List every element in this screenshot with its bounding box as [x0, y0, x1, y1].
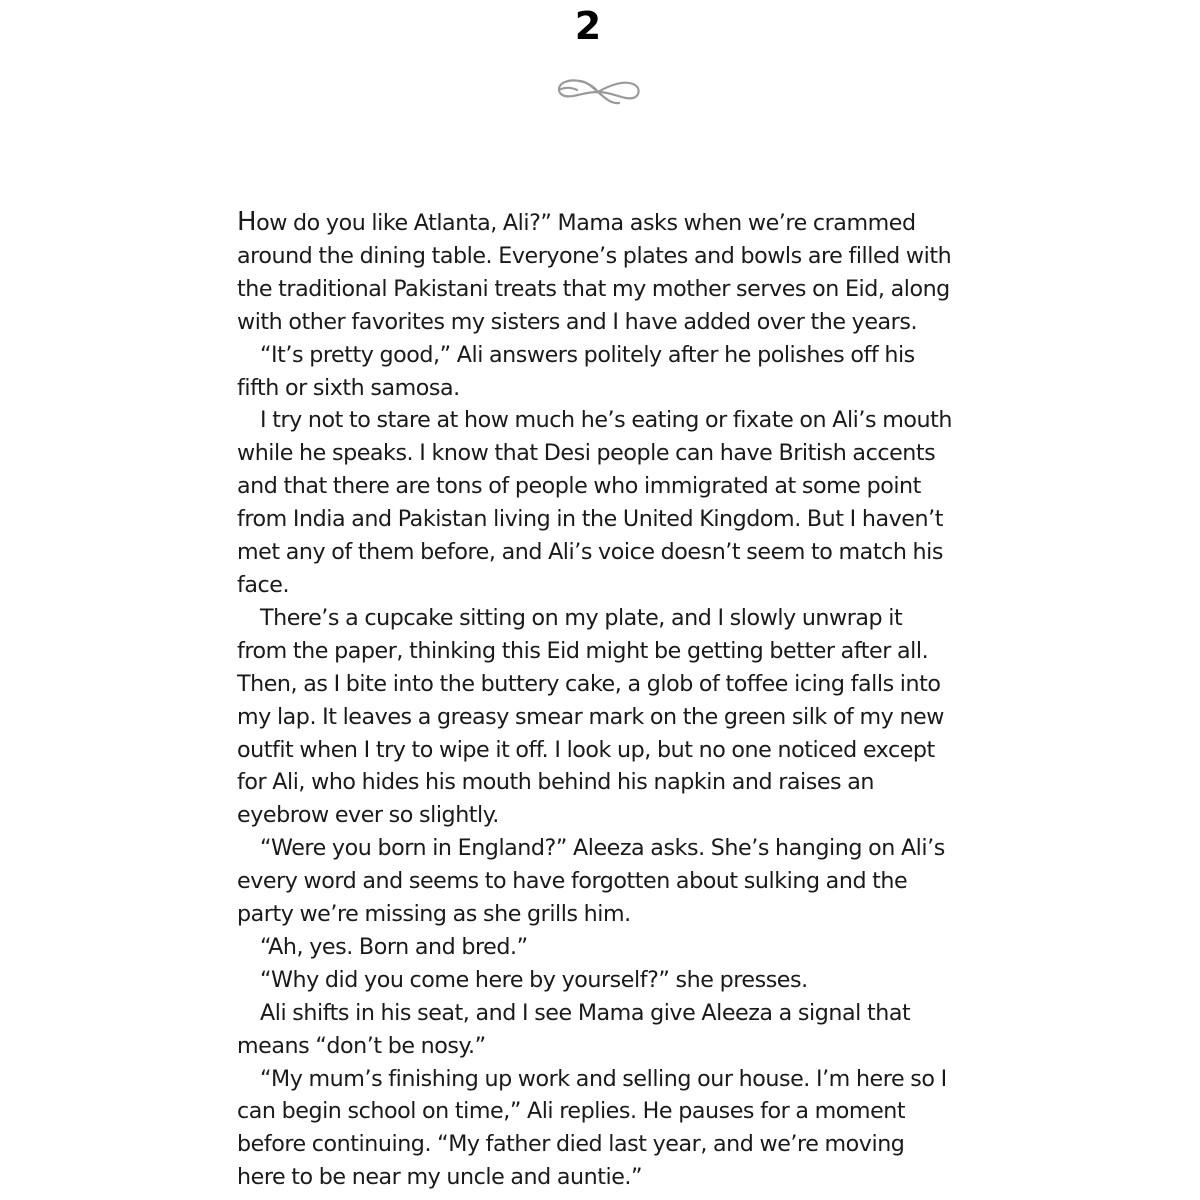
chapter-body: [237, 206, 957, 1194]
paragraph-1-text: ow do you like Atlanta, Ali?” Mama asks when we’re crammed around the dining table. Everyone’s plates and bowls are filled with the traditional Pakistani treats that my mother serves on Eid, along with other favorites my sisters and I have added over the years.: [237, 210, 952, 335]
paragraph-2: “It’s pretty good,” Ali answers politely after he polishes off his fifth or sixth samosa.: [237, 341, 915, 401]
paragraph-4: There’s a cupcake sitting on my plate, and I slowly unwrap it from the paper, thinking this Eid might be getting better after all. Then, as I bite into the buttery cake, a glob of toffee icing falls into my lap. It leaves a greasy smear mark on the green silk of my new outfit when I try to wipe it off. I look up, but no one noticed except for Ali, who hides his mouth behind his napkin and raises an eyebrow ever so slightly.: [237, 604, 944, 829]
chapter-number: 2: [574, 4, 602, 48]
paragraph-1: [237, 206, 957, 339]
paragraph-9: “My mum’s finishing up work and selling our house. I’m here so I can begin school on time,” Ali replies. He pauses for a moment before continuing. “My father died last year, and we’re moving here to be near my uncle and auntie.”: [237, 1065, 947, 1191]
paragraph-5: “Were you born in England?” Aleeza asks. She’s hanging on Ali’s every word and seems to have forgotten about sulking and the party we’re missing as she grills him.: [237, 835, 945, 928]
paragraph-8: Ali shifts in his seat, and I see Mama give Aleeza a signal that means “don’t be nosy.”: [237, 999, 911, 1059]
paragraph-7: “Why did you come here by yourself?” she presses.: [260, 966, 808, 993]
first-letter: H: [237, 207, 257, 237]
paragraph-3: I try not to stare at how much he’s eating or fixate on Ali’s mouth while he speaks. I know that Desi people can have British accents and that there are tons of people who immigrated at some point from India and Pakistan living in the United Kingdom. But I haven’t met any of them before, and Ali’s voice doesn’t seem to match his face.: [237, 407, 952, 598]
flourish-icon: [553, 72, 643, 112]
paragraph-6: “Ah, yes. Born and bred.”: [260, 933, 528, 960]
